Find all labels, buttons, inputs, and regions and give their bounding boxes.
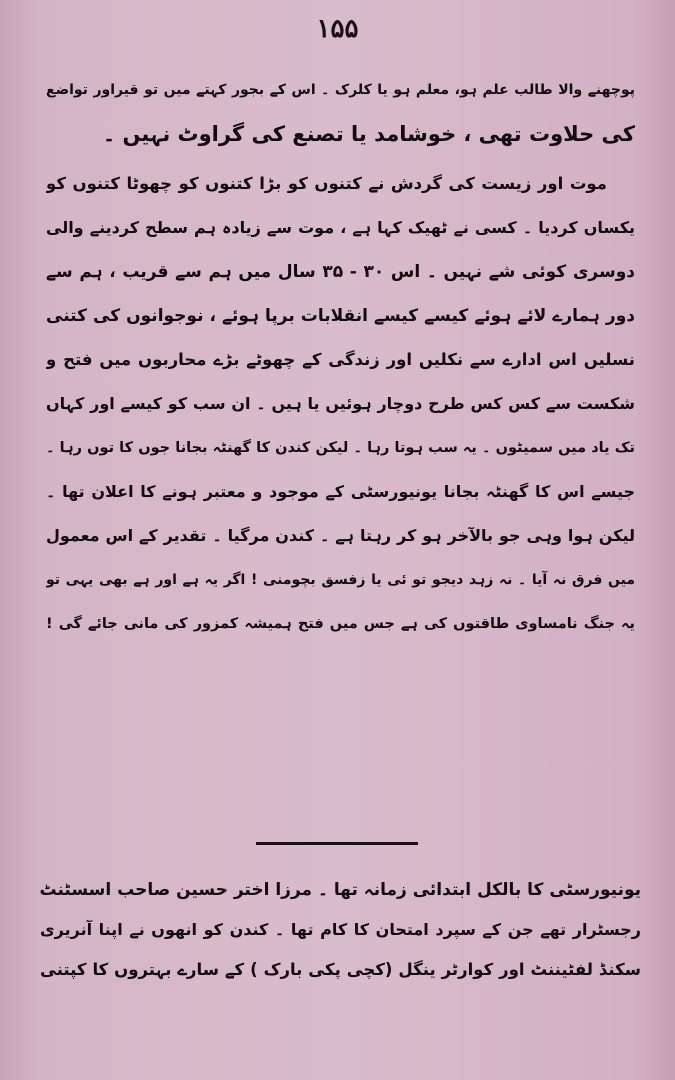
page-number: ۱۵۵ — [316, 14, 359, 44]
body-line: لیکن ہوا وہی جو بالآخر ہو کر رہتا ہے ۔ کندن مرگیا ۔ تقدیر کے اس معمول — [46, 526, 635, 545]
body-line: شکست سے کس کس طرح دوچار ہوئیں یا ہیں ۔ ان سب کو کیسے اور کہاں — [46, 394, 635, 413]
body-line: یکساں کردیا ۔ کسی نے ٹھیک کہا ہے ، موت سے زیادہ ہم سطح کردینے والی — [46, 218, 635, 237]
body-line: جیسے اس کا گھنٹہ بجانا یونیورسٹی کے موجود و معتبر ہونے کا اعلان تھا ۔ — [46, 482, 635, 501]
body-line: دور ہمارے لائے ہوئے کیسے کیسے انقلابات برپا ہوئے ، نوجوانوں کی کتنی — [46, 306, 635, 326]
footnote — [40, 870, 641, 990]
body-text — [46, 68, 635, 646]
body-line: کی حلاوت تھی ، خوشامد یا تصنع کی گراوٹ نہیں ۔ — [102, 122, 635, 146]
body-line: نسلیں اس ادارے سے نکلیں اور زندگی کے چھوٹے بڑے محاربوں میں فتح و — [46, 350, 635, 369]
footnote-line: سکنڈ لفٹیننٹ اور کوارٹر ینگل (کچی پکی بارک ) کے سارے بہتروں کا کپتنی — [40, 960, 641, 979]
body-line: دوسری کوئی شے نہیں ۔ اس ۳۰ - ۳۵ سال میں ہم سے قریب ، ہم سے — [46, 262, 635, 282]
body-line: موت اور زیست کی گردش نے کتنوں کو بڑا کتنوں کو چھوٹا کتنوں کو — [46, 174, 607, 193]
footnote-divider — [256, 842, 418, 845]
body-line: یہ جنگ نامساوی طاقتوں کی ہے جس میں فتح ہمیشہ کمزور کی مانی جائے گی ! — [46, 616, 635, 632]
body-line: میں فرق نہ آیا ۔ نہ زہد دیجو تو ئی یا زفسق بچومنی ! اگر یہ ہے اور ہے بھی یہی تو — [46, 572, 635, 588]
body-line: پوچھنے والا طالب علم ہو، معلم ہو یا کلرک ۔ اس کے بجور کہتے میں تو قیراور تواضع — [46, 82, 635, 98]
footnote-line: رجسٹرار تھے جن کے سپرد امتحان کا کام تھا ۔ کندن کو انھوں نے اپنا آنریری — [40, 920, 641, 939]
footnote-line: یونیورسٹی کا بالکل ابتدائی زمانہ تھا ۔ مرزا اختر حسین صاحب اسسٹنٹ — [40, 880, 641, 900]
body-line: تک یاد میں سمیٹوں ۔ یہ سب ہوتا رہا ۔ لیکن کندن کا گھنٹہ بجانا جوں کا توں رہا ۔ — [46, 440, 635, 456]
